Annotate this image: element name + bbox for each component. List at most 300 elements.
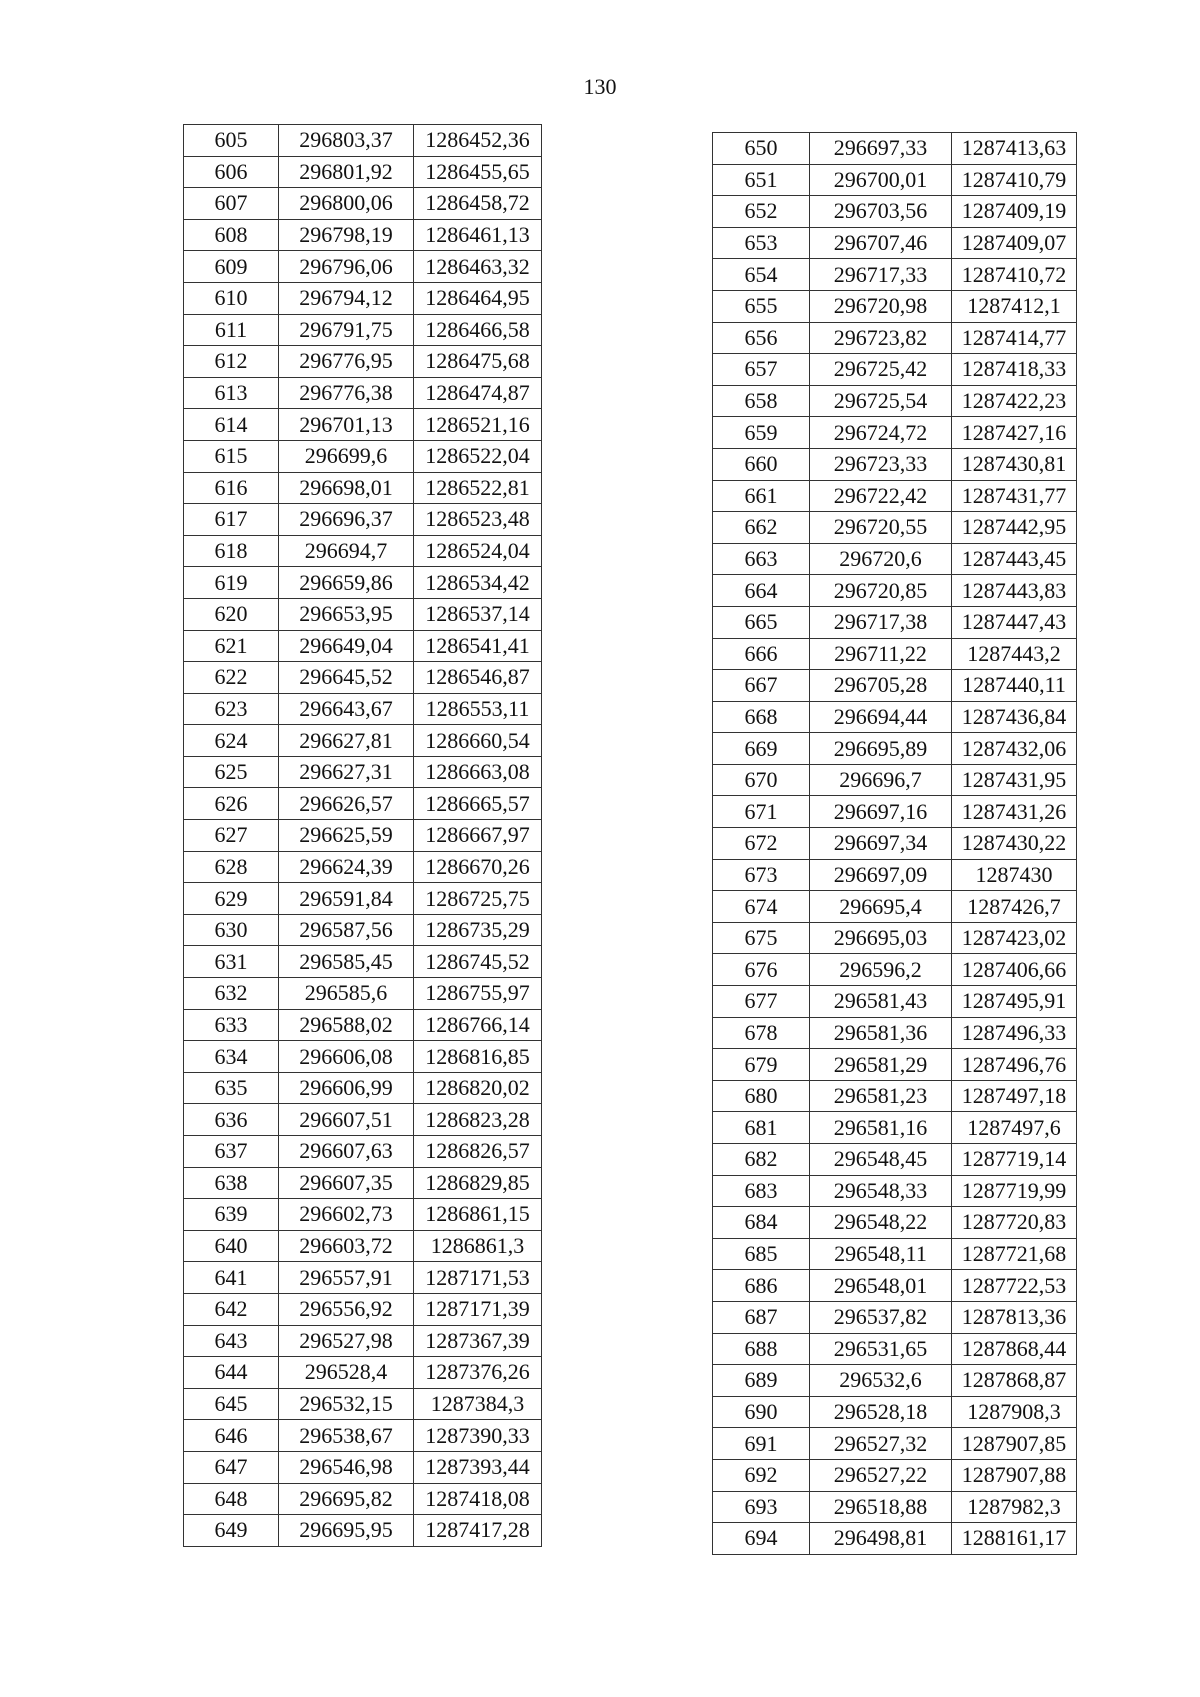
table-row xyxy=(713,575,1077,607)
y-coordinate-cell: 1287390,33 xyxy=(414,1420,542,1452)
point-number-cell: 609 xyxy=(184,251,279,283)
table-row xyxy=(184,693,542,725)
point-number-cell: 652 xyxy=(713,196,810,228)
table-row xyxy=(713,1175,1077,1207)
table-body xyxy=(713,133,1077,1555)
y-coordinate-cell: 1287447,43 xyxy=(952,606,1077,638)
x-coordinate-cell: 296627,31 xyxy=(279,756,414,788)
x-coordinate-cell: 296603,72 xyxy=(279,1230,414,1262)
table-row xyxy=(184,1483,542,1515)
table-row xyxy=(184,788,542,820)
x-coordinate-cell: 296707,46 xyxy=(810,227,952,259)
point-number-cell: 645 xyxy=(184,1388,279,1420)
y-coordinate-cell: 1286670,26 xyxy=(414,851,542,883)
x-coordinate-cell: 296701,13 xyxy=(279,409,414,441)
table-row xyxy=(713,322,1077,354)
y-coordinate-cell: 1287436,84 xyxy=(952,701,1077,733)
y-coordinate-cell: 1287442,95 xyxy=(952,512,1077,544)
y-coordinate-cell: 1287412,1 xyxy=(952,290,1077,322)
y-coordinate-cell: 1286537,14 xyxy=(414,598,542,630)
y-coordinate-cell: 1286735,29 xyxy=(414,914,542,946)
y-coordinate-cell: 1286474,87 xyxy=(414,377,542,409)
y-coordinate-cell: 1286523,48 xyxy=(414,504,542,536)
point-number-cell: 668 xyxy=(713,701,810,733)
table-row xyxy=(713,164,1077,196)
table-row xyxy=(184,409,542,441)
y-coordinate-cell: 1287440,11 xyxy=(952,670,1077,702)
point-number-cell: 666 xyxy=(713,638,810,670)
x-coordinate-cell: 296798,19 xyxy=(279,219,414,251)
x-coordinate-cell: 296697,34 xyxy=(810,828,952,860)
y-coordinate-cell: 1287406,66 xyxy=(952,954,1077,986)
point-number-cell: 664 xyxy=(713,575,810,607)
y-coordinate-cell: 1287982,3 xyxy=(952,1491,1077,1523)
x-coordinate-cell: 296695,82 xyxy=(279,1483,414,1515)
table-row xyxy=(713,1365,1077,1397)
point-number-cell: 679 xyxy=(713,1049,810,1081)
x-coordinate-cell: 296791,75 xyxy=(279,314,414,346)
x-coordinate-cell: 296548,11 xyxy=(810,1238,952,1270)
x-coordinate-cell: 296717,33 xyxy=(810,259,952,291)
x-coordinate-cell: 296548,01 xyxy=(810,1270,952,1302)
x-coordinate-cell: 296585,6 xyxy=(279,978,414,1010)
table-row xyxy=(184,1293,542,1325)
y-coordinate-cell: 1286463,32 xyxy=(414,251,542,283)
point-number-cell: 688 xyxy=(713,1333,810,1365)
y-coordinate-cell: 1287423,02 xyxy=(952,922,1077,954)
y-coordinate-cell: 1286665,57 xyxy=(414,788,542,820)
point-number-cell: 644 xyxy=(184,1357,279,1389)
point-number-cell: 614 xyxy=(184,409,279,441)
y-coordinate-cell: 1286522,04 xyxy=(414,440,542,472)
y-coordinate-cell: 1287868,44 xyxy=(952,1333,1077,1365)
point-number-cell: 694 xyxy=(713,1523,810,1555)
y-coordinate-cell: 1287496,33 xyxy=(952,1017,1077,1049)
x-coordinate-cell: 296794,12 xyxy=(279,282,414,314)
x-coordinate-cell: 296696,37 xyxy=(279,504,414,536)
table-row xyxy=(713,606,1077,638)
point-number-cell: 618 xyxy=(184,535,279,567)
x-coordinate-cell: 296627,81 xyxy=(279,725,414,757)
point-number-cell: 617 xyxy=(184,504,279,536)
y-coordinate-cell: 1286464,95 xyxy=(414,282,542,314)
y-coordinate-cell: 1286745,52 xyxy=(414,946,542,978)
table-row xyxy=(713,1428,1077,1460)
point-number-cell: 662 xyxy=(713,512,810,544)
y-coordinate-cell: 1288161,17 xyxy=(952,1523,1077,1555)
table-row xyxy=(713,385,1077,417)
table-row xyxy=(713,922,1077,954)
x-coordinate-cell: 296725,54 xyxy=(810,385,952,417)
table-row xyxy=(184,662,542,694)
y-coordinate-cell: 1286826,57 xyxy=(414,1136,542,1168)
point-number-cell: 621 xyxy=(184,630,279,662)
point-number-cell: 623 xyxy=(184,693,279,725)
point-number-cell: 639 xyxy=(184,1199,279,1231)
y-coordinate-cell: 1287497,18 xyxy=(952,1080,1077,1112)
x-coordinate-cell: 296537,82 xyxy=(810,1301,952,1333)
x-coordinate-cell: 296581,43 xyxy=(810,986,952,1018)
y-coordinate-cell: 1286663,08 xyxy=(414,756,542,788)
y-coordinate-cell: 1287376,26 xyxy=(414,1357,542,1389)
point-number-cell: 650 xyxy=(713,133,810,165)
point-number-cell: 657 xyxy=(713,354,810,386)
y-coordinate-cell: 1287418,33 xyxy=(952,354,1077,386)
table-row xyxy=(184,978,542,1010)
x-coordinate-cell: 296796,06 xyxy=(279,251,414,283)
table-row xyxy=(713,196,1077,228)
table-row xyxy=(713,1523,1077,1555)
table-row xyxy=(713,290,1077,322)
table-row xyxy=(713,259,1077,291)
x-coordinate-cell: 296697,09 xyxy=(810,859,952,891)
point-number-cell: 691 xyxy=(713,1428,810,1460)
y-coordinate-cell: 1286816,85 xyxy=(414,1041,542,1073)
table-row xyxy=(713,543,1077,575)
x-coordinate-cell: 296695,89 xyxy=(810,733,952,765)
table-row xyxy=(184,756,542,788)
y-coordinate-cell: 1286455,65 xyxy=(414,156,542,188)
table-row xyxy=(184,1009,542,1041)
y-coordinate-cell: 1287907,85 xyxy=(952,1428,1077,1460)
x-coordinate-cell: 296694,7 xyxy=(279,535,414,567)
point-number-cell: 643 xyxy=(184,1325,279,1357)
table-row xyxy=(184,1515,542,1547)
y-coordinate-cell: 1287868,87 xyxy=(952,1365,1077,1397)
point-number-cell: 607 xyxy=(184,188,279,220)
table-row xyxy=(184,219,542,251)
x-coordinate-cell: 296607,51 xyxy=(279,1104,414,1136)
y-coordinate-cell: 1287426,7 xyxy=(952,891,1077,923)
y-coordinate-cell: 1287409,07 xyxy=(952,227,1077,259)
table-row xyxy=(713,891,1077,923)
y-coordinate-cell: 1287443,45 xyxy=(952,543,1077,575)
table-row xyxy=(713,1017,1077,1049)
x-coordinate-cell: 296694,44 xyxy=(810,701,952,733)
point-number-cell: 631 xyxy=(184,946,279,978)
table-row xyxy=(184,535,542,567)
point-number-cell: 640 xyxy=(184,1230,279,1262)
point-number-cell: 622 xyxy=(184,662,279,694)
y-coordinate-cell: 1286522,81 xyxy=(414,472,542,504)
x-coordinate-cell: 296801,92 xyxy=(279,156,414,188)
table-row xyxy=(184,504,542,536)
y-coordinate-cell: 1287413,63 xyxy=(952,133,1077,165)
table-row xyxy=(713,1333,1077,1365)
x-coordinate-cell: 296527,32 xyxy=(810,1428,952,1460)
y-coordinate-cell: 1287431,26 xyxy=(952,796,1077,828)
point-number-cell: 663 xyxy=(713,543,810,575)
x-coordinate-cell: 296705,28 xyxy=(810,670,952,702)
y-coordinate-cell: 1286466,58 xyxy=(414,314,542,346)
x-coordinate-cell: 296546,98 xyxy=(279,1451,414,1483)
y-coordinate-cell: 1287497,6 xyxy=(952,1112,1077,1144)
x-coordinate-cell: 296527,22 xyxy=(810,1459,952,1491)
x-coordinate-cell: 296695,4 xyxy=(810,891,952,923)
table-row xyxy=(713,733,1077,765)
x-coordinate-cell: 296625,59 xyxy=(279,820,414,852)
y-coordinate-cell: 1287722,53 xyxy=(952,1270,1077,1302)
x-coordinate-cell: 296581,36 xyxy=(810,1017,952,1049)
table-row xyxy=(184,725,542,757)
point-number-cell: 628 xyxy=(184,851,279,883)
y-coordinate-cell: 1287496,76 xyxy=(952,1049,1077,1081)
point-number-cell: 673 xyxy=(713,859,810,891)
coordinates-table-right xyxy=(712,132,1077,1555)
y-coordinate-cell: 1287171,39 xyxy=(414,1293,542,1325)
point-number-cell: 624 xyxy=(184,725,279,757)
x-coordinate-cell: 296548,33 xyxy=(810,1175,952,1207)
y-coordinate-cell: 1287719,14 xyxy=(952,1144,1077,1176)
x-coordinate-cell: 296695,95 xyxy=(279,1515,414,1547)
y-coordinate-cell: 1286660,54 xyxy=(414,725,542,757)
point-number-cell: 646 xyxy=(184,1420,279,1452)
point-number-cell: 616 xyxy=(184,472,279,504)
x-coordinate-cell: 296581,29 xyxy=(810,1049,952,1081)
y-coordinate-cell: 1287720,83 xyxy=(952,1207,1077,1239)
x-coordinate-cell: 296531,65 xyxy=(810,1333,952,1365)
y-coordinate-cell: 1287721,68 xyxy=(952,1238,1077,1270)
x-coordinate-cell: 296532,6 xyxy=(810,1365,952,1397)
y-coordinate-cell: 1287432,06 xyxy=(952,733,1077,765)
point-number-cell: 692 xyxy=(713,1459,810,1491)
y-coordinate-cell: 1287430,81 xyxy=(952,448,1077,480)
table-row xyxy=(713,764,1077,796)
point-number-cell: 641 xyxy=(184,1262,279,1294)
y-coordinate-cell: 1287393,44 xyxy=(414,1451,542,1483)
y-coordinate-cell: 1287443,2 xyxy=(952,638,1077,670)
x-coordinate-cell: 296588,02 xyxy=(279,1009,414,1041)
point-number-cell: 689 xyxy=(713,1365,810,1397)
table-row xyxy=(713,954,1077,986)
x-coordinate-cell: 296776,95 xyxy=(279,346,414,378)
y-coordinate-cell: 1286524,04 xyxy=(414,535,542,567)
y-coordinate-cell: 1286766,14 xyxy=(414,1009,542,1041)
point-number-cell: 629 xyxy=(184,883,279,915)
point-number-cell: 680 xyxy=(713,1080,810,1112)
y-coordinate-cell: 1286667,97 xyxy=(414,820,542,852)
point-number-cell: 612 xyxy=(184,346,279,378)
point-number-cell: 651 xyxy=(713,164,810,196)
table-row xyxy=(184,282,542,314)
x-coordinate-cell: 296698,01 xyxy=(279,472,414,504)
x-coordinate-cell: 296596,2 xyxy=(810,954,952,986)
point-number-cell: 693 xyxy=(713,1491,810,1523)
x-coordinate-cell: 296532,15 xyxy=(279,1388,414,1420)
x-coordinate-cell: 296607,63 xyxy=(279,1136,414,1168)
point-number-cell: 685 xyxy=(713,1238,810,1270)
table-row xyxy=(713,859,1077,891)
x-coordinate-cell: 296720,6 xyxy=(810,543,952,575)
table-row xyxy=(713,1112,1077,1144)
point-number-cell: 632 xyxy=(184,978,279,1010)
x-coordinate-cell: 296697,16 xyxy=(810,796,952,828)
point-number-cell: 637 xyxy=(184,1136,279,1168)
table-row xyxy=(184,914,542,946)
x-coordinate-cell: 296725,42 xyxy=(810,354,952,386)
point-number-cell: 670 xyxy=(713,764,810,796)
table-row xyxy=(184,1325,542,1357)
point-number-cell: 647 xyxy=(184,1451,279,1483)
table-row xyxy=(713,1238,1077,1270)
point-number-cell: 660 xyxy=(713,448,810,480)
table-row xyxy=(184,125,542,157)
table-row xyxy=(713,1080,1077,1112)
table-row xyxy=(184,188,542,220)
y-coordinate-cell: 1287907,88 xyxy=(952,1459,1077,1491)
point-number-cell: 656 xyxy=(713,322,810,354)
x-coordinate-cell: 296723,82 xyxy=(810,322,952,354)
x-coordinate-cell: 296606,08 xyxy=(279,1041,414,1073)
x-coordinate-cell: 296626,57 xyxy=(279,788,414,820)
y-coordinate-cell: 1286452,36 xyxy=(414,125,542,157)
y-coordinate-cell: 1287908,3 xyxy=(952,1396,1077,1428)
point-number-cell: 671 xyxy=(713,796,810,828)
table-row xyxy=(184,820,542,852)
table-row xyxy=(713,986,1077,1018)
y-coordinate-cell: 1286534,42 xyxy=(414,567,542,599)
x-coordinate-cell: 296659,86 xyxy=(279,567,414,599)
x-coordinate-cell: 296556,92 xyxy=(279,1293,414,1325)
point-number-cell: 605 xyxy=(184,125,279,157)
point-number-cell: 667 xyxy=(713,670,810,702)
x-coordinate-cell: 296607,35 xyxy=(279,1167,414,1199)
point-number-cell: 642 xyxy=(184,1293,279,1325)
y-coordinate-cell: 1287431,95 xyxy=(952,764,1077,796)
x-coordinate-cell: 296624,39 xyxy=(279,851,414,883)
x-coordinate-cell: 296606,99 xyxy=(279,1072,414,1104)
x-coordinate-cell: 296581,16 xyxy=(810,1112,952,1144)
table-row xyxy=(184,156,542,188)
point-number-cell: 675 xyxy=(713,922,810,954)
y-coordinate-cell: 1287427,16 xyxy=(952,417,1077,449)
table-row xyxy=(713,1270,1077,1302)
point-number-cell: 661 xyxy=(713,480,810,512)
point-number-cell: 665 xyxy=(713,606,810,638)
point-number-cell: 683 xyxy=(713,1175,810,1207)
point-number-cell: 655 xyxy=(713,290,810,322)
x-coordinate-cell: 296643,67 xyxy=(279,693,414,725)
page-number: 130 xyxy=(583,74,617,99)
y-coordinate-cell: 1286461,13 xyxy=(414,219,542,251)
table-row xyxy=(184,1104,542,1136)
x-coordinate-cell: 296703,56 xyxy=(810,196,952,228)
table-row xyxy=(184,251,542,283)
table-row xyxy=(184,1199,542,1231)
point-number-cell: 620 xyxy=(184,598,279,630)
x-coordinate-cell: 296696,7 xyxy=(810,764,952,796)
table-row xyxy=(184,377,542,409)
point-number-cell: 677 xyxy=(713,986,810,1018)
y-coordinate-cell: 1287430,22 xyxy=(952,828,1077,860)
y-coordinate-cell: 1286725,75 xyxy=(414,883,542,915)
y-coordinate-cell: 1287367,39 xyxy=(414,1325,542,1357)
y-coordinate-cell: 1287813,36 xyxy=(952,1301,1077,1333)
point-number-cell: 611 xyxy=(184,314,279,346)
x-coordinate-cell: 296697,33 xyxy=(810,133,952,165)
table-row xyxy=(713,638,1077,670)
x-coordinate-cell: 296602,73 xyxy=(279,1199,414,1231)
x-coordinate-cell: 296581,23 xyxy=(810,1080,952,1112)
x-coordinate-cell: 296548,45 xyxy=(810,1144,952,1176)
x-coordinate-cell: 296720,85 xyxy=(810,575,952,607)
point-number-cell: 635 xyxy=(184,1072,279,1104)
x-coordinate-cell: 296527,98 xyxy=(279,1325,414,1357)
table-row xyxy=(713,1491,1077,1523)
point-number-cell: 669 xyxy=(713,733,810,765)
table-row xyxy=(184,598,542,630)
table-row xyxy=(184,440,542,472)
y-coordinate-cell: 1287414,77 xyxy=(952,322,1077,354)
y-coordinate-cell: 1287410,79 xyxy=(952,164,1077,196)
point-number-cell: 684 xyxy=(713,1207,810,1239)
point-number-cell: 648 xyxy=(184,1483,279,1515)
table-row xyxy=(184,1388,542,1420)
table-row xyxy=(184,851,542,883)
y-coordinate-cell: 1286553,11 xyxy=(414,693,542,725)
point-number-cell: 686 xyxy=(713,1270,810,1302)
x-coordinate-cell: 296803,37 xyxy=(279,125,414,157)
y-coordinate-cell: 1286521,16 xyxy=(414,409,542,441)
y-coordinate-cell: 1286861,3 xyxy=(414,1230,542,1262)
y-coordinate-cell: 1286458,72 xyxy=(414,188,542,220)
point-number-cell: 658 xyxy=(713,385,810,417)
point-number-cell: 634 xyxy=(184,1041,279,1073)
point-number-cell: 636 xyxy=(184,1104,279,1136)
y-coordinate-cell: 1286546,87 xyxy=(414,662,542,694)
table-row xyxy=(713,1459,1077,1491)
x-coordinate-cell: 296695,03 xyxy=(810,922,952,954)
y-coordinate-cell: 1287384,3 xyxy=(414,1388,542,1420)
point-number-cell: 613 xyxy=(184,377,279,409)
point-number-cell: 682 xyxy=(713,1144,810,1176)
y-coordinate-cell: 1286755,97 xyxy=(414,978,542,1010)
point-number-cell: 653 xyxy=(713,227,810,259)
point-number-cell: 627 xyxy=(184,820,279,852)
table-body xyxy=(184,125,542,1547)
x-coordinate-cell: 296528,4 xyxy=(279,1357,414,1389)
x-coordinate-cell: 296587,56 xyxy=(279,914,414,946)
table-row xyxy=(713,354,1077,386)
table-row xyxy=(184,1420,542,1452)
y-coordinate-cell: 1287410,72 xyxy=(952,259,1077,291)
x-coordinate-cell: 296557,91 xyxy=(279,1262,414,1294)
table-row xyxy=(184,346,542,378)
table-row xyxy=(713,1049,1077,1081)
point-number-cell: 630 xyxy=(184,914,279,946)
table-row xyxy=(184,472,542,504)
y-coordinate-cell: 1287171,53 xyxy=(414,1262,542,1294)
point-number-cell: 687 xyxy=(713,1301,810,1333)
table-row xyxy=(713,1207,1077,1239)
x-coordinate-cell: 296699,6 xyxy=(279,440,414,472)
x-coordinate-cell: 296585,45 xyxy=(279,946,414,978)
x-coordinate-cell: 296528,18 xyxy=(810,1396,952,1428)
table-row xyxy=(713,512,1077,544)
y-coordinate-cell: 1287418,08 xyxy=(414,1483,542,1515)
table-row xyxy=(713,227,1077,259)
y-coordinate-cell: 1287431,77 xyxy=(952,480,1077,512)
table-row xyxy=(713,1144,1077,1176)
table-row xyxy=(713,828,1077,860)
x-coordinate-cell: 296800,06 xyxy=(279,188,414,220)
table-row xyxy=(184,1072,542,1104)
x-coordinate-cell: 296723,33 xyxy=(810,448,952,480)
coordinates-table-left xyxy=(183,124,542,1547)
table-row xyxy=(184,1357,542,1389)
point-number-cell: 654 xyxy=(713,259,810,291)
point-number-cell: 615 xyxy=(184,440,279,472)
